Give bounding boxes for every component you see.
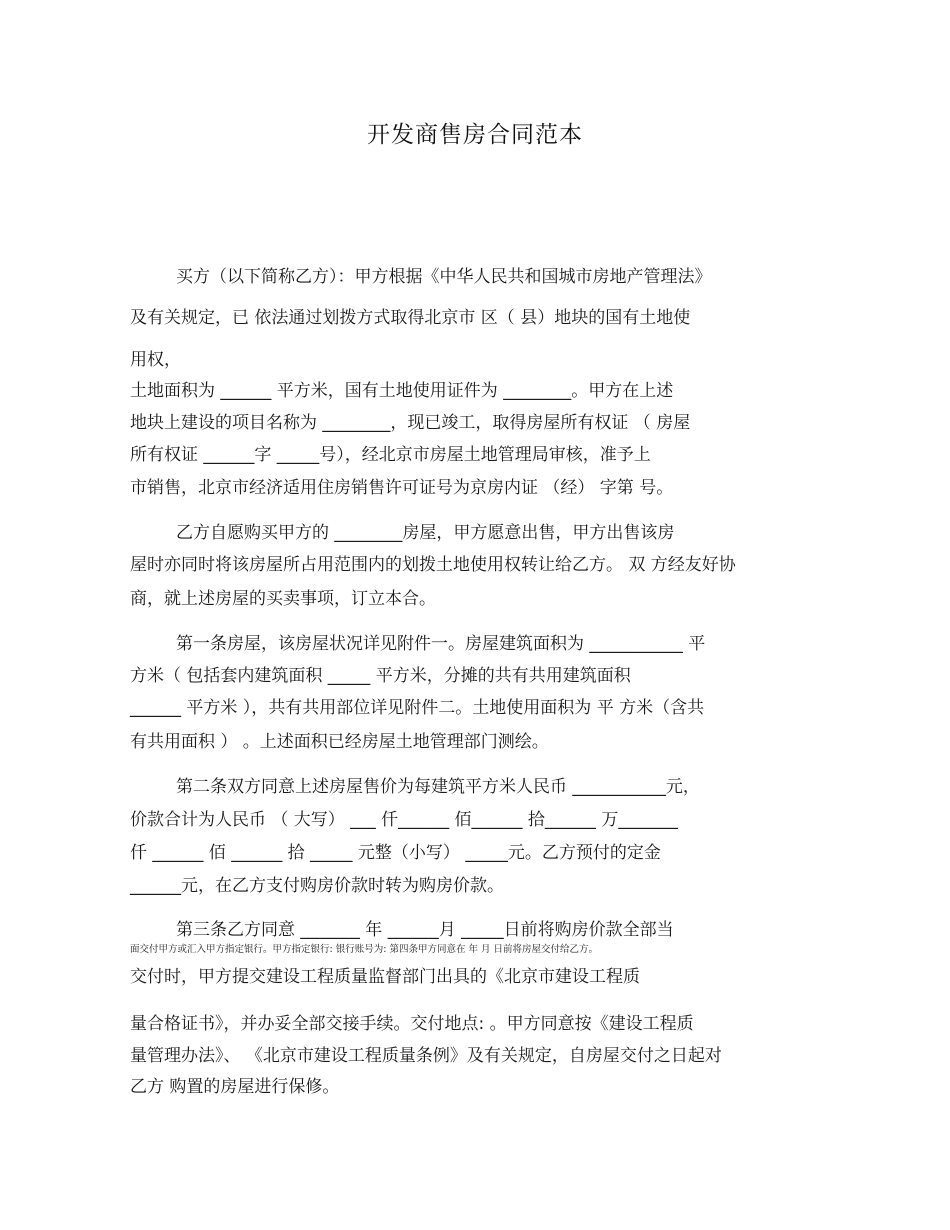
small-print-line: 面交付甲方或汇入甲方指定银行。甲方指定银行: 银行账号为: 第四条甲方同意在 年 月 日前将房屋交付给乙方。 bbox=[130, 944, 599, 955]
document-title: 开发商售房合同范本 bbox=[367, 122, 583, 148]
body-line: 量管理办法》、 《北京市建设工程质量条例》及有关规定，自房屋交付之日起对 bbox=[130, 1046, 722, 1066]
body-line: 所有权证 ______字 _____号），经北京市房屋土地管理局审核，准予上 bbox=[130, 445, 651, 465]
body-line: 用权， bbox=[130, 350, 181, 370]
body-line: 第二条双方同意上述房屋售价为每建筑平方米人民币 ___________元， bbox=[176, 777, 700, 797]
body-line: 第三条乙方同意 _______ 年 ______月 _____日前将购房价款全部当 bbox=[176, 920, 674, 940]
body-line: ______元，在乙方支付购房价款时转为购房价款。 bbox=[130, 876, 504, 896]
body-line: 第一条房屋，该房屋状况详见附件一。房屋建筑面积为 ___________ 平 bbox=[176, 634, 706, 654]
body-line: 量合格证书》，并办妥全部交接手续。交付地点: 。甲方同意按《建设工程质 bbox=[130, 1014, 694, 1034]
body-line: 及有关规定，已 依法通过划拨方式取得北京市 区（ 县）地块的国有土地使 bbox=[130, 308, 691, 328]
body-line: 仟 ______ 佰 ______ 拾 _____ 元整（小写） _____元。乙方预付的定金 bbox=[130, 843, 661, 863]
body-line: 屋时亦同时将该房屋所占用范围内的划拨土地使用权转让给乙方。 双 方经友好协 bbox=[130, 555, 736, 575]
body-line: 土地面积为 ______ 平方米，国有土地使用证件为 ________。甲方在上述 bbox=[130, 381, 674, 401]
body-line: 商，就上述房屋的买卖事项，订立本合。 bbox=[130, 589, 436, 609]
body-line: 价款合计为人民币 （ 大写） ___ 仟______ 佰______ 拾______ 万_______ bbox=[130, 810, 678, 830]
body-line: 交付时，甲方提交建设工程质量监督部门出具的《北京市建设工程质 bbox=[130, 967, 640, 987]
body-line: 乙方 购置的房屋进行保修。 bbox=[130, 1077, 340, 1097]
body-line: 方米（ 包括套内建筑面积 _____ 平方米，分摊的共有共用建筑面积 bbox=[130, 666, 631, 686]
body-line: 乙方自愿购买甲方的 ________房屋，甲方愿意出售，甲方出售该房 bbox=[176, 523, 675, 543]
body-line: 市销售，北京市经济适用住房销售许可证号为京房内证 （经） 字第 号。 bbox=[130, 478, 674, 498]
body-line: ______ 平方米 ），共有共用部位详见附件二。土地使用面积为 平 方米（含共 bbox=[130, 698, 705, 718]
body-line: 买方（以下简称乙方）：甲方根据《中华人民共和国城市房地产管理法》 bbox=[176, 267, 712, 287]
body-line: 有共用面积 ） 。上述面积已经房屋土地管理部门测绘。 bbox=[130, 732, 549, 752]
body-line: 地块上建设的项目名称为 ________，现已竣工，取得房屋所有权证 （ 房屋 bbox=[130, 413, 691, 433]
